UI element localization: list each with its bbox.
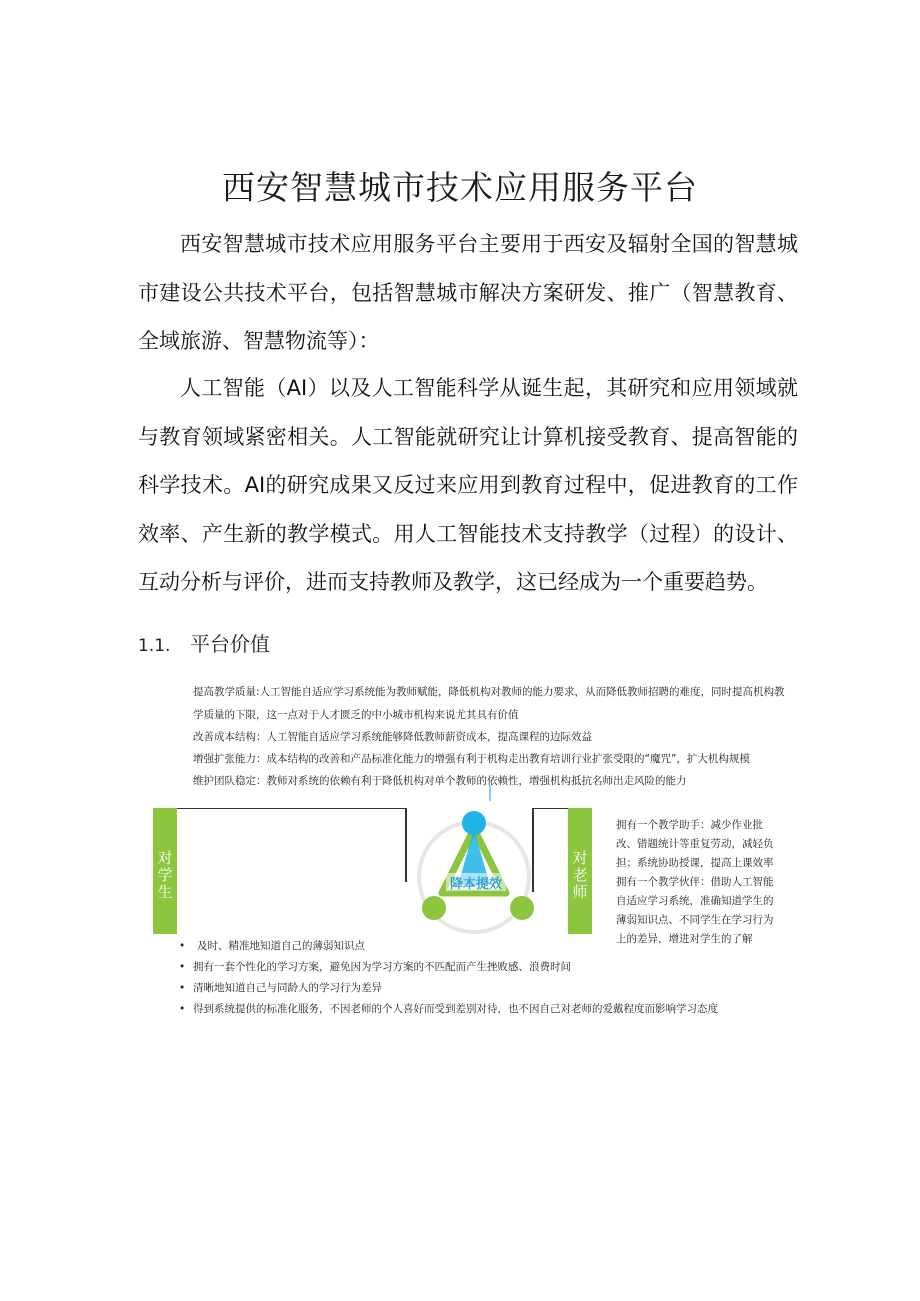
list-item: • 拥有一套个性化的学习方案，避免因为学习方案的不匹配而产生挫败感、浪费时间 [175, 957, 718, 978]
teacher-benefits: 拥有一个教学助手：减少作业批改、错题统计等重复劳动，减轻负担；系统协助授课，提高上课效率拥有一个教学伙伴：借助人工智能自适应学习系统，准确知道学生的薄弱知识点、不同学生在学习行为上的差异，增进对学生的了解 [616, 819, 774, 945]
value-line: 提高教学质量:人工智能自适应学习系统能为教师赋能，降低机构对教师的能力要求，从而降低教师招聘的难度，同时提高机构教 [193, 686, 785, 698]
value-line: 学质量的下限，这一点对于人才匮乏的中小城市机构来说尤其具有价值 [193, 709, 519, 721]
value-line: 改善成本结构：人工智能自适应学习系统能够降低教师薪资成本，提高课程的边际效益 [193, 731, 592, 743]
student-frame [153, 808, 407, 935]
list-item: • 清晰地知道自己与同龄人的学习行为差异 [175, 978, 718, 999]
list-item: • 得到系统提供的标准化服务，不因老师的个人喜好而受到差别对待，也不因自己对老师的爱戴程度而影响学习态度 [175, 999, 718, 1020]
document-title: 西安智慧城市技术应用服务平台 [222, 168, 698, 207]
value-line: 维护团队稳定：教师对系统的依赖有利于降低机构对单个教师的依赖性，增强机构抵抗名师出走风险的能力 [193, 775, 687, 787]
center-label: 降本提效 [449, 877, 503, 892]
intro-paragraph: 西安智慧城市技术应用服务平台主要用于西安及辐射全国的智慧城市建设公共技术平台，包括智慧城市解决方案研发、推广（智慧教育、全域旅游、智慧物流等）： [138, 232, 798, 353]
node-right [510, 896, 534, 920]
node-left [422, 896, 446, 920]
section-heading [138, 628, 270, 657]
teacher-label: 对老师 [572, 849, 588, 901]
list-item: • 及时、精准地知道自己的薄弱知识点 [175, 936, 718, 957]
triangle-graphic [400, 785, 570, 935]
node-top [462, 811, 486, 835]
section-title: 平台价值 [190, 632, 270, 656]
ai-paragraph: 人工智能（AI）以及人工智能科学从诞生起，其研究和应用领域就与教育领域紧密相关。人工智能就研究让计算机接受教育、提高智能的科学技术。AI的研究成果又反过来应用到教育过程中，促进教育的工作效率、产生新的教学模式。用人工智能技术支持教学（过程）的设计、互动分析与评价，进而支持教师及教学，这已经成为一个重要趋势。 [138, 376, 798, 594]
value-line: 增强扩张能力：成本结构的改善和产品标准化能力的增强有利于机构走出教育培训行业扩张受限的“魔咒”，扩大机构规模 [193, 753, 750, 765]
section-number: 1.1. [138, 636, 171, 656]
student-label: 对学生 [157, 849, 173, 901]
student-benefits [175, 936, 718, 1020]
